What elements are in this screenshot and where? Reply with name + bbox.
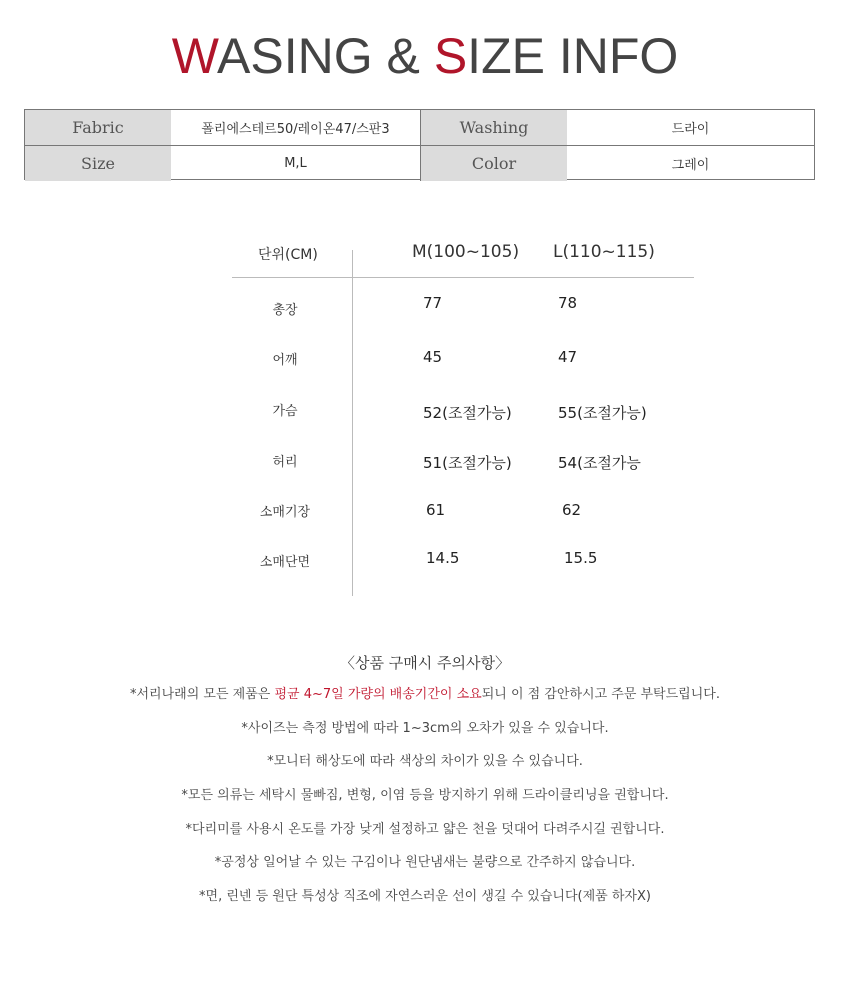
size-chart-header-divider — [232, 277, 694, 278]
notice-line-delivery-start: *서리나래의 모든 제품은 — [130, 687, 275, 702]
notice-line-monitor: *모니터 해상도에 따라 색상의 차이가 있을 수 있습니다. — [267, 754, 583, 769]
title-initial-w: W — [171, 28, 218, 84]
notice-line-ironing: *다리미를 사용시 온도를 가장 낮게 설정하고 얇은 천을 덧대어 다려주시길 권합니다. — [185, 822, 665, 837]
size-row-m-value: 61 — [426, 501, 446, 519]
washing-value: 드라이 — [671, 122, 710, 137]
size-chart-col-l: L(110~115) — [553, 242, 655, 262]
notice-line-washing: *모든 의류는 세탁시 물빠짐, 변형, 이염 등을 방지하기 위해 드라이클리닝을 권합니다. — [181, 788, 669, 803]
title-word-size-info: IZE INFO — [467, 28, 679, 84]
notice-heading: 〈상품 구매시 주의사항〉 — [340, 654, 510, 672]
size-row-label: 어깨 — [272, 353, 298, 368]
size-value: M,L — [171, 146, 421, 181]
size-row-m-value: 45 — [423, 348, 443, 366]
size-row-l-value: 15.5 — [564, 549, 598, 567]
fabric-label: Fabric — [25, 110, 171, 145]
size-row-m-value: 51(조절가능) — [423, 454, 512, 472]
size-chart-col-m: M(100~105) — [412, 242, 520, 262]
notice-line-wrinkles: *공정상 일어날 수 있는 구김이나 원단냄새는 불량으로 간주하지 않습니다. — [214, 855, 636, 870]
size-row-label: 소매단면 — [259, 555, 311, 570]
notice-delivery-highlight: 평균 4~7일 가량의 배송기간이 소요 — [274, 687, 482, 702]
color-value: 그레이 — [671, 158, 710, 173]
notice-line-size: *사이즈는 측정 방법에 따라 1~3cm의 오차가 있을 수 있습니다. — [241, 721, 609, 736]
size-row-l-value: 78 — [558, 294, 578, 312]
size-row-label: 총장 — [272, 303, 298, 318]
washing-label: Washing — [421, 110, 567, 145]
title-ampersand: & — [386, 28, 420, 84]
size-row-m-value: 77 — [423, 294, 443, 312]
size-row-label: 허리 — [272, 455, 298, 470]
title-word-asing: ASING — [217, 28, 373, 84]
size-row-l-value: 62 — [562, 501, 582, 519]
size-row-m-value: 14.5 — [426, 549, 460, 567]
size-row-l-value: 54(조절가능 — [558, 454, 641, 472]
size-row-m-value: 52(조절가능) — [423, 404, 512, 422]
notice-line-delivery-end: 되니 이 점 감안하시고 주문 부탁드립니다. — [481, 687, 720, 702]
size-row-label: 소매기장 — [259, 505, 311, 520]
size-label: Size — [25, 146, 171, 181]
notice-line-delivery — [0, 683, 850, 702]
size-row-l-value: 55(조절가능) — [558, 404, 647, 422]
size-row-l-value: 47 — [558, 348, 578, 366]
size-chart-unit-header: 단위(CM) — [258, 247, 318, 263]
title-initial-s: S — [433, 28, 468, 84]
size-row-label: 가슴 — [272, 404, 298, 419]
size-chart-column-divider — [352, 250, 353, 596]
color-label: Color — [421, 146, 567, 181]
notice-line-fabric: *면, 린넨 등 원단 특성상 직조에 자연스러운 선이 생길 수 있습니다(제품 하자X) — [199, 889, 651, 904]
fabric-value: 폴리에스테르50/레이온47/스판3 — [171, 110, 421, 145]
